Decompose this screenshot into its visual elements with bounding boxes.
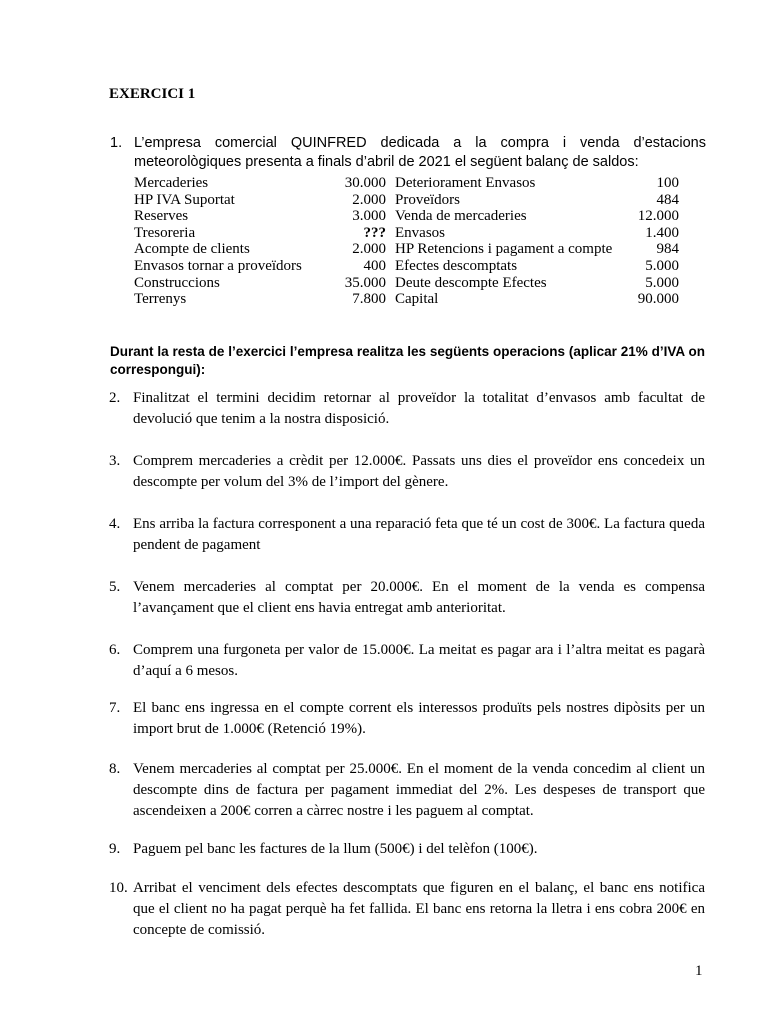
operation-item — [109, 698, 705, 740]
operation-text: Paguem pel banc les factures de la llum (500€) i del telèfon (100€). — [133, 841, 538, 857]
operation-text: Arribat el venciment dels efectes descomptats que figuren en el balanç, el banc ens notifica que el client no ha pagat perquè ha fet fallida. El banc ens retorna la lletra i ens cobra 200€ en concepte de comissió. — [133, 880, 705, 938]
operation-number: 8. — [109, 761, 121, 777]
question-number: 1. — [110, 135, 123, 151]
balance-right-value: 1.400 — [645, 224, 679, 241]
operation-item — [109, 640, 705, 682]
operation-text: Finalitzat el termini decidim retornar al proveïdor la totalitat d’envasos amb facultat de devolució que tenim a la nostra disposició. — [133, 390, 705, 427]
balance-left-value: 2.000 — [352, 241, 386, 258]
balance-right-label: Envasos — [395, 224, 445, 241]
balance-left-label: Tresoreria — [134, 224, 196, 241]
operation-number: 6. — [109, 642, 121, 658]
balance-right-label: Proveïdors — [395, 191, 460, 208]
balance-left-label: Acompte de clients — [134, 241, 250, 258]
operation-item — [109, 577, 705, 619]
balance-left-value: 3.000 — [352, 208, 386, 225]
exercise-title: EXERCICI 1 — [109, 86, 196, 102]
operation-text: Venem mercaderies al comptat per 25.000€. En el moment de la venda concedim al client un descompte dins de factura per pagament immediat del 2%. Les despeses de transport que ascendeixen a 200€ corren a càrrec nostre i les paguem al comptat. — [133, 761, 705, 819]
operation-number: 10. — [109, 880, 128, 896]
balance-right-label: Efectes descomptats — [395, 257, 518, 274]
page-number: 1 — [695, 963, 703, 979]
balance-left-label: Mercaderies — [134, 175, 209, 191]
operation-text: Comprem una furgoneta per valor de 15.000€. La meitat es pagar ara i l’altra meitat es pagarà d’aquí a 6 mesos. — [133, 642, 705, 679]
operation-number: 2. — [109, 390, 121, 406]
question-line-1: L’empresa comercial QUINFRED dedicada a la compra i venda d’estacions — [134, 135, 706, 151]
balance-right-value: 984 — [656, 241, 679, 258]
balance-left-label: HP IVA Suportat — [134, 191, 235, 208]
operation-text: El banc ens ingressa en el compte corrent els interessos produïts pels nostres dipòsits per un import brut de 1.000€ (Retenció 19%). — [133, 700, 705, 737]
balance-right-value: 90.000 — [637, 291, 679, 308]
operation-number: 7. — [109, 700, 121, 716]
balance-left-value: ??? — [363, 224, 386, 241]
balance-left-label: Envasos tornar a proveïdors — [134, 257, 302, 274]
balance-right-label: HP Retencions i pagament a compte — [395, 241, 613, 258]
operation-number: 3. — [109, 453, 121, 469]
operation-text: Venem mercaderies al comptat per 20.000€. En el moment de la venda es compensa l’avançament que el client ens havia entregat amb anterioritat. — [133, 579, 705, 616]
balance-left-value: 400 — [363, 257, 386, 274]
balance-right-value: 100 — [656, 175, 679, 191]
balance-right-label: Deute descompte Efectes — [395, 274, 547, 291]
question-line-2: meteorològiques presenta a finals d’abril de 2021 el següent balanç de saldos: — [134, 154, 639, 170]
operation-item — [109, 514, 705, 556]
operation-item — [109, 388, 705, 430]
operation-number: 9. — [109, 841, 121, 857]
question-text — [134, 134, 706, 172]
balance-right-label: Deteriorament Envasos — [395, 175, 536, 191]
balance-right-value: 5.000 — [645, 274, 679, 291]
operation-text: Comprem mercaderies a crèdit per 12.000€. Passats uns dies el proveïdor ens concedeix un descompte per volum del 3% de l’import del gènere. — [133, 453, 705, 490]
balance-left-label: Terrenys — [134, 291, 187, 308]
question-1 — [110, 134, 706, 172]
balance-left-value: 7.800 — [352, 291, 386, 308]
balance-right-value: 484 — [656, 191, 679, 208]
operation-item — [109, 839, 705, 860]
balance-right-value: 5.000 — [645, 257, 679, 274]
balance-left-value: 2.000 — [352, 191, 386, 208]
balance-left-label: Reserves — [134, 208, 189, 225]
balance-right-label: Capital — [395, 291, 439, 308]
operation-item — [109, 878, 705, 941]
operation-number: 5. — [109, 579, 121, 595]
balance-right-label: Venda de mercaderies — [395, 208, 527, 225]
operation-item — [109, 759, 705, 822]
balance-left-label: Construccions — [134, 274, 220, 291]
balance-right-value: 12.000 — [637, 208, 679, 225]
operations-intro: Durant la resta de l’exercici l’empresa realitza les següents operacions (aplicar 21% d’IVA on correspongui): — [110, 344, 705, 377]
balance-left-value: 30.000 — [344, 175, 386, 191]
balance-left-value: 35.000 — [344, 274, 386, 291]
operation-item — [109, 451, 705, 493]
operation-number: 4. — [109, 516, 121, 532]
operation-text: Ens arriba la factura corresponent a una reparació feta que té un cost de 300€. La factura queda pendent de pagament — [133, 516, 705, 553]
